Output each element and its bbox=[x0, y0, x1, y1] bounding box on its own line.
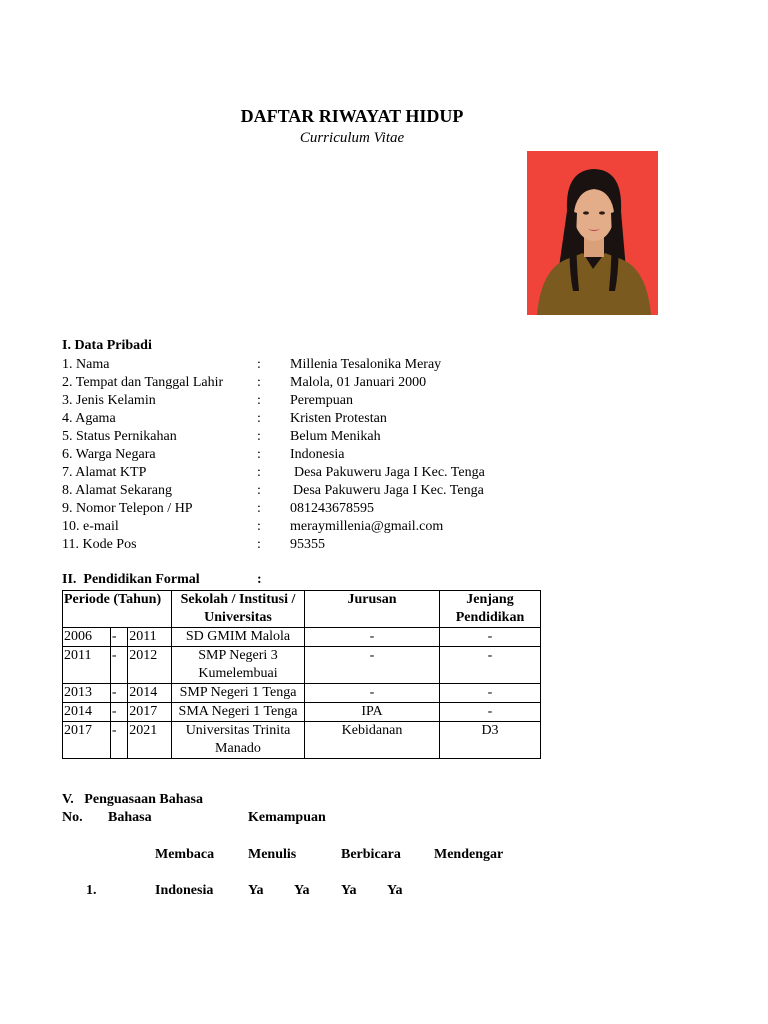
period-dash: - bbox=[110, 703, 127, 722]
field-value: Perempuan bbox=[290, 393, 353, 408]
major: Kebidanan bbox=[305, 722, 440, 759]
personal-data-title: I. Data Pribadi bbox=[62, 338, 152, 353]
school-name: SMA Negeri 1 Tenga bbox=[172, 703, 305, 722]
level: - bbox=[440, 684, 541, 703]
field-value: Millenia Tesalonika Meray bbox=[290, 357, 442, 372]
skill-reading: Membaca bbox=[155, 847, 215, 862]
field-value: Kristen Protestan bbox=[290, 411, 387, 426]
table-row bbox=[63, 628, 541, 647]
period-dash: - bbox=[110, 722, 127, 759]
field-colon: : bbox=[257, 519, 261, 534]
field-value: Desa Pakuweru Jaga I Kec. Tenga bbox=[294, 465, 485, 480]
education-header-row bbox=[63, 591, 541, 628]
document-subtitle: Curriculum Vitae bbox=[299, 130, 405, 146]
education-colon: : bbox=[257, 572, 262, 587]
field-label: 5. Status Pernikahan bbox=[62, 429, 177, 444]
major: - bbox=[305, 684, 440, 703]
field-label: 11. Kode Pos bbox=[62, 537, 137, 552]
language-row-no: 1. bbox=[86, 883, 97, 898]
field-colon: : bbox=[257, 537, 261, 552]
period-to: 2014 bbox=[128, 684, 172, 703]
header-level: Jenjang Pendidikan bbox=[440, 591, 541, 628]
language-value-reading: Ya bbox=[248, 883, 264, 898]
field-colon: : bbox=[257, 357, 261, 372]
field-value: meraymillenia@gmail.com bbox=[290, 519, 444, 534]
field-colon: : bbox=[257, 501, 261, 516]
field-label: 2. Tempat dan Tanggal Lahir bbox=[62, 375, 224, 390]
period-from: 2017 bbox=[63, 722, 111, 759]
profile-photo bbox=[527, 151, 658, 315]
language-value-speaking: Ya bbox=[341, 883, 357, 898]
period-dash: - bbox=[110, 628, 127, 647]
field-value: Desa Pakuweru Jaga I Kec. Tenga bbox=[293, 483, 484, 498]
field-value: Malola, 01 Januari 2000 bbox=[290, 375, 427, 390]
school-name: Universitas Trinita Manado bbox=[172, 722, 305, 759]
period-dash: - bbox=[110, 647, 127, 684]
level: - bbox=[440, 647, 541, 684]
personal-row-current-address bbox=[62, 482, 582, 500]
personal-row-birth bbox=[62, 374, 582, 392]
field-label: 9. Nomor Telepon / HP bbox=[62, 501, 193, 516]
skill-speaking: Berbicara bbox=[341, 847, 401, 862]
period-to: 2011 bbox=[128, 628, 172, 647]
personal-row-postal-code bbox=[62, 536, 582, 554]
education-table bbox=[62, 590, 541, 759]
period-from: 2014 bbox=[63, 703, 111, 722]
field-colon: : bbox=[257, 465, 261, 480]
school-name: SMP Negeri 3 Kumelembuai bbox=[172, 647, 305, 684]
field-label: 10. e-mail bbox=[62, 519, 119, 534]
field-label: 8. Alamat Sekarang bbox=[62, 483, 173, 498]
period-to: 2021 bbox=[128, 722, 172, 759]
period-to: 2017 bbox=[128, 703, 172, 722]
language-col-ability: Kemampuan bbox=[248, 810, 326, 825]
education-title: II. Pendidikan Formal bbox=[62, 572, 200, 587]
level: D3 bbox=[440, 722, 541, 759]
table-row bbox=[63, 703, 541, 722]
field-colon: : bbox=[257, 393, 261, 408]
period-to: 2012 bbox=[128, 647, 172, 684]
school-name: SD GMIM Malola bbox=[172, 628, 305, 647]
level: - bbox=[440, 703, 541, 722]
field-value: 95355 bbox=[290, 537, 325, 552]
personal-data-list bbox=[62, 356, 582, 554]
field-colon: : bbox=[257, 375, 261, 390]
field-label: 7. Alamat KTP bbox=[62, 465, 147, 480]
skill-writing: Menulis bbox=[248, 847, 297, 862]
header-major: Jurusan bbox=[305, 591, 440, 628]
major: - bbox=[305, 647, 440, 684]
field-label: 3. Jenis Kelamin bbox=[62, 393, 156, 408]
personal-row-phone bbox=[62, 500, 582, 518]
language-value-listening: Ya bbox=[387, 883, 403, 898]
personal-row-citizenship bbox=[62, 446, 582, 464]
personal-row-religion bbox=[62, 410, 582, 428]
field-label: 6. Warga Negara bbox=[62, 447, 156, 462]
personal-row-marital bbox=[62, 428, 582, 446]
field-label: 1. Nama bbox=[62, 357, 110, 372]
header-school: Sekolah / Institusi / Universitas bbox=[172, 591, 305, 628]
personal-row-gender bbox=[62, 392, 582, 410]
personal-row-name bbox=[62, 356, 582, 374]
table-row bbox=[63, 722, 541, 759]
field-value: Indonesia bbox=[290, 447, 345, 462]
field-colon: : bbox=[257, 429, 261, 444]
skill-listening: Mendengar bbox=[434, 847, 504, 862]
language-col-no: No. bbox=[62, 810, 83, 825]
personal-row-email bbox=[62, 518, 582, 536]
period-from: 2011 bbox=[63, 647, 111, 684]
level: - bbox=[440, 628, 541, 647]
field-label: 4. Agama bbox=[62, 411, 116, 426]
personal-row-ktp-address bbox=[62, 464, 582, 482]
table-row bbox=[63, 684, 541, 703]
school-name: SMP Negeri 1 Tenga bbox=[172, 684, 305, 703]
table-row bbox=[63, 647, 541, 684]
major: - bbox=[305, 628, 440, 647]
header-period: Periode (Tahun) bbox=[63, 591, 172, 628]
field-colon: : bbox=[257, 411, 261, 426]
field-value: Belum Menikah bbox=[290, 429, 381, 444]
language-col-language: Bahasa bbox=[108, 810, 152, 825]
language-value-writing: Ya bbox=[294, 883, 310, 898]
period-dash: - bbox=[110, 684, 127, 703]
period-from: 2006 bbox=[63, 628, 111, 647]
period-from: 2013 bbox=[63, 684, 111, 703]
major: IPA bbox=[305, 703, 440, 722]
document-title: DAFTAR RIWAYAT HIDUP bbox=[240, 106, 464, 126]
language-row-name: Indonesia bbox=[155, 883, 214, 898]
field-value: 081243678595 bbox=[290, 501, 374, 516]
field-colon: : bbox=[257, 483, 261, 498]
language-title: V. Penguasaan Bahasa bbox=[62, 792, 203, 807]
field-colon: : bbox=[257, 447, 261, 462]
portrait-illustration bbox=[527, 151, 658, 315]
